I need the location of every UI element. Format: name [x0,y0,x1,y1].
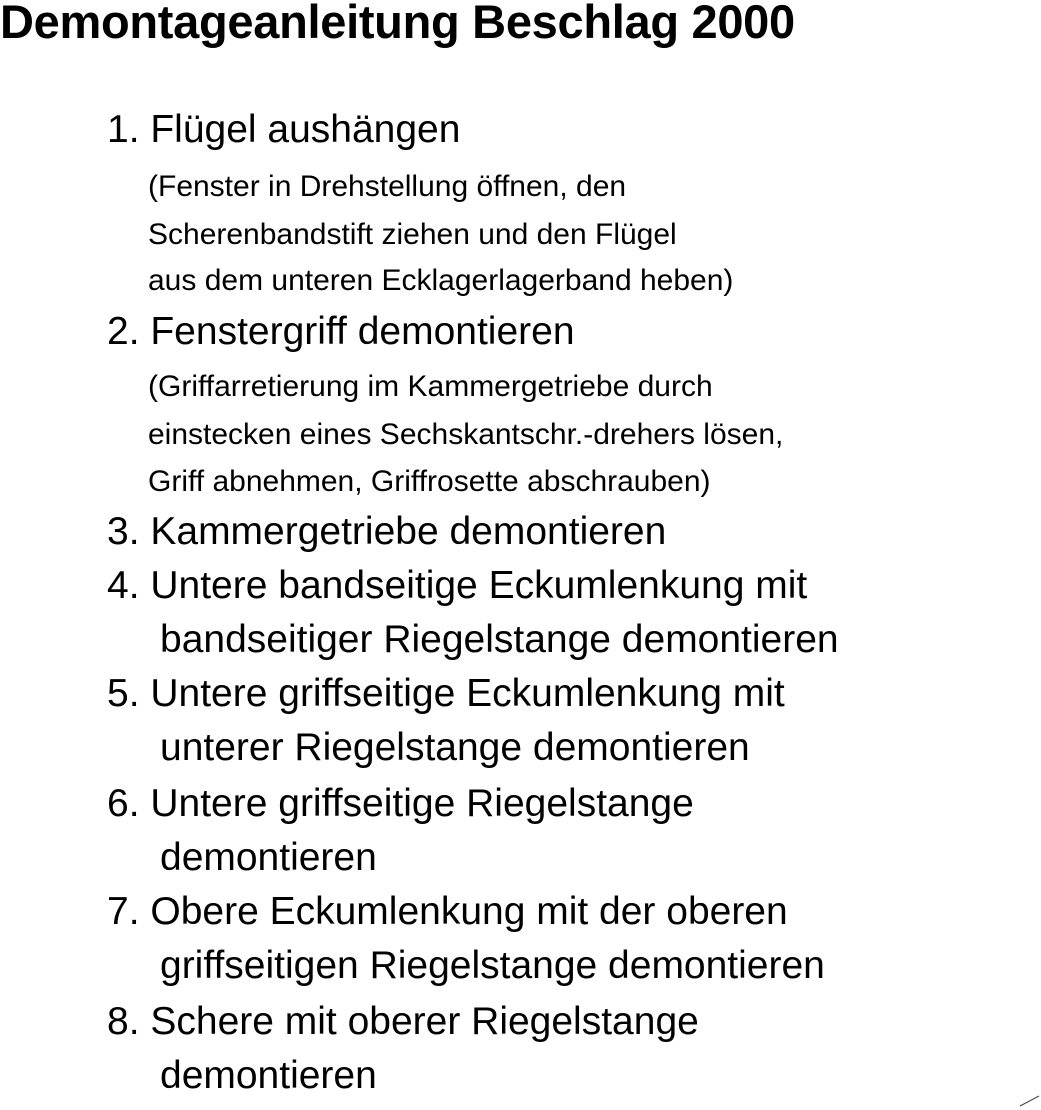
step-heading: 5. Untere griffseitige Eckumlenkung mit [107,672,785,715]
step-detail: einstecken eines Sechskantschr.-drehers lösen, [148,418,784,451]
document-title: Demontageanleitung Beschlag 2000 [0,0,795,48]
step-heading-continued: griffseitigen Riegelstange demontieren [160,944,825,987]
step-heading: 4. Untere bandseitige Eckumlenkung mit [107,564,808,607]
step-detail: (Fenster in Drehstellung öffnen, den [148,170,627,203]
step-heading: 8. Schere mit oberer Riegelstange [107,1000,699,1043]
step-heading-continued: demontieren [160,1054,377,1097]
step-heading: 3. Kammergetriebe demontieren [107,510,667,553]
step-detail: (Griffarretierung im Kammergetriebe durch [148,370,713,403]
step-detail: Scherenbandstift ziehen und den Flügel [148,218,677,251]
step-heading: 1. Flügel aushängen [107,108,461,151]
step-detail: aus dem unteren Ecklagerlagerband heben) [148,264,734,297]
corner-stroke-mark [1018,1094,1041,1108]
step-heading: 7. Obere Eckumlenkung mit der oberen [107,890,788,933]
step-heading-continued: unterer Riegelstange demontieren [160,726,750,769]
step-detail: Griff abnehmen, Griffrosette abschrauben) [148,465,711,498]
step-heading: 6. Untere griffseitige Riegelstange [107,782,694,825]
step-heading: 2. Fenstergriff demontieren [107,310,575,353]
step-heading-continued: demontieren [160,836,377,879]
step-heading-continued: bandseitiger Riegelstange demontieren [160,618,839,661]
